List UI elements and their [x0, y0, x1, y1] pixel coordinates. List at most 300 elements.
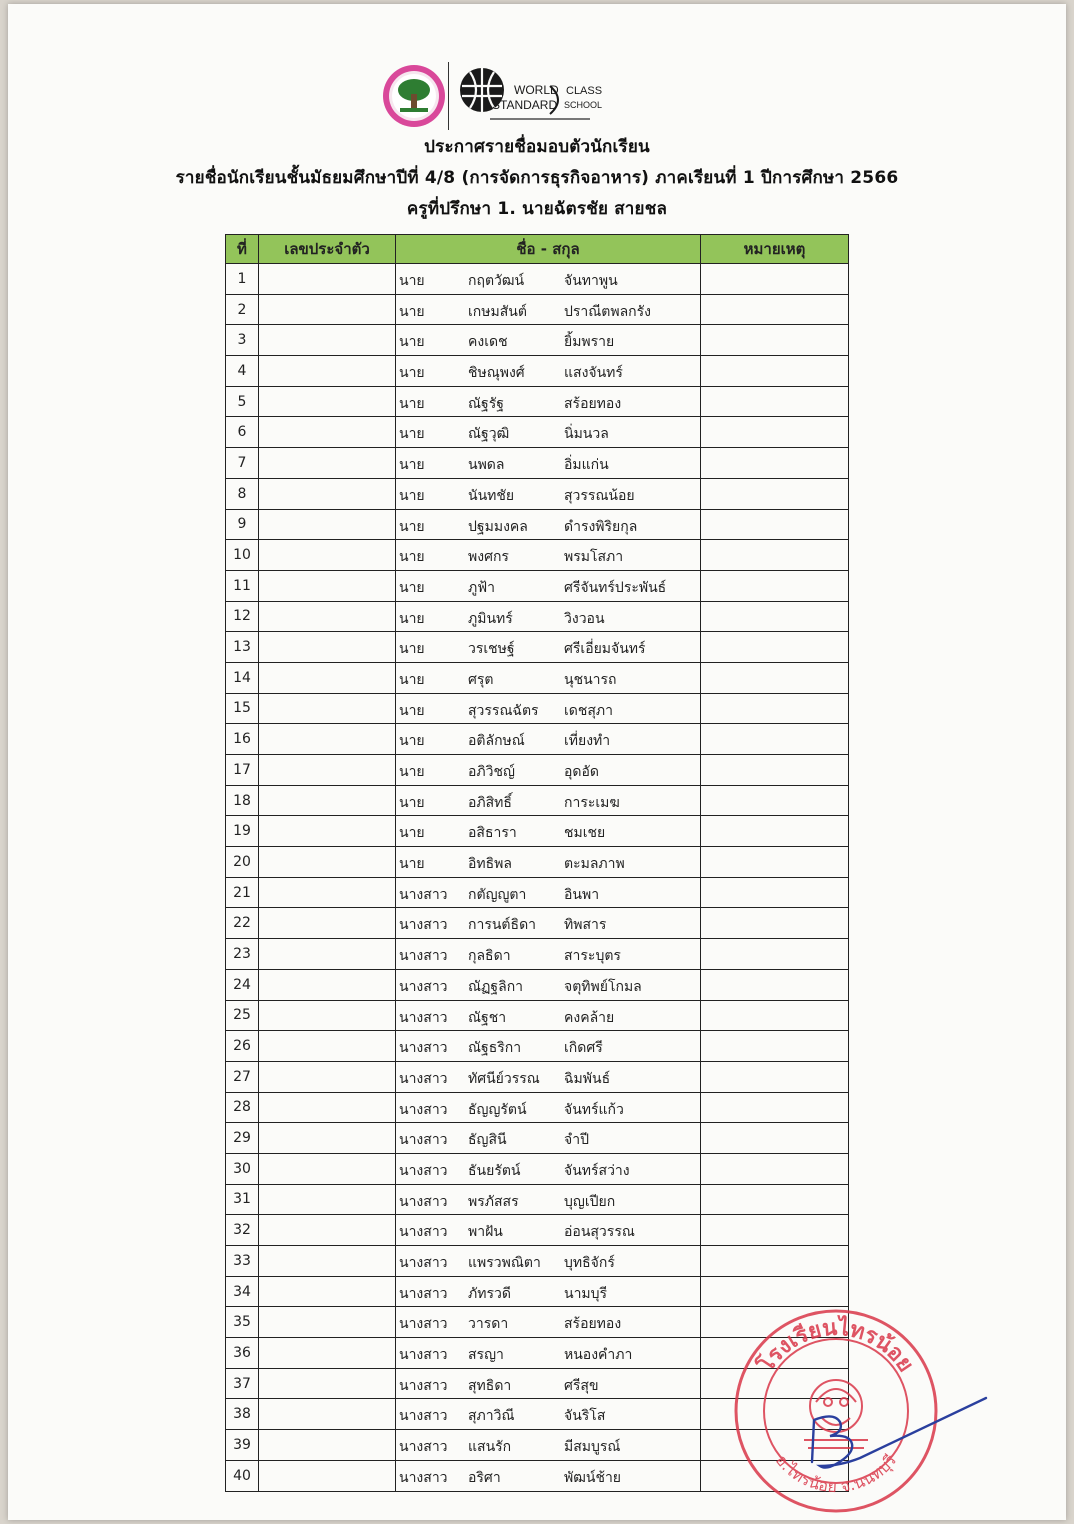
name-title: นาย	[399, 794, 425, 811]
remarks-cell	[701, 509, 849, 540]
row-number: 34	[226, 1276, 259, 1307]
last-name: ปราณีตพลกรัง	[564, 303, 651, 320]
table-row	[226, 755, 849, 786]
name-title: นาย	[399, 334, 425, 351]
first-name: ณัฐชา	[468, 1009, 507, 1026]
row-number: 37	[226, 1368, 259, 1399]
name-title: นาย	[399, 426, 425, 443]
table-row	[226, 847, 849, 878]
last-name: จันริโส	[564, 1408, 606, 1425]
table-row	[226, 816, 849, 847]
last-name: ยิ้มพราย	[564, 334, 615, 351]
row-number: 21	[226, 877, 259, 908]
row-number: 19	[226, 816, 259, 847]
remarks-cell	[701, 1092, 849, 1123]
student-id-cell	[259, 939, 396, 970]
student-id-cell	[259, 1061, 396, 1092]
first-name: เกษมสันต์	[468, 303, 527, 320]
table-row	[226, 1061, 849, 1092]
name-title: นาย	[399, 610, 425, 627]
row-number: 15	[226, 693, 259, 724]
table-row	[226, 540, 849, 571]
full-name-cell	[396, 448, 701, 479]
first-name: ชิษณุพงศ์	[468, 365, 525, 382]
row-number: 12	[226, 601, 259, 632]
table-row	[226, 1246, 849, 1277]
table-row	[226, 1092, 849, 1123]
full-name-cell	[396, 1368, 701, 1399]
student-id-cell	[259, 1307, 396, 1338]
full-name-cell	[396, 1460, 701, 1491]
student-id-cell	[259, 509, 396, 540]
student-id-cell	[259, 662, 396, 693]
row-number: 14	[226, 662, 259, 693]
remarks-cell	[701, 662, 849, 693]
full-name-cell	[396, 1092, 701, 1123]
table-row	[226, 356, 849, 387]
student-id-cell	[259, 877, 396, 908]
row-number: 4	[226, 356, 259, 387]
student-id-cell	[259, 1153, 396, 1184]
first-name: คงเดช	[468, 334, 508, 351]
name-title: นางสาว	[399, 1101, 448, 1118]
row-number: 36	[226, 1338, 259, 1369]
remarks-cell	[701, 540, 849, 571]
full-name-cell	[396, 1184, 701, 1215]
table-row	[226, 1123, 849, 1154]
announcement-title: ประกาศรายชื่อมอบตัวนักเรียน	[424, 137, 650, 157]
student-id-cell	[259, 755, 396, 786]
last-name: แสงจันทร์	[564, 365, 623, 382]
remarks-cell	[701, 877, 849, 908]
table-row	[226, 724, 849, 755]
full-name-cell	[396, 1061, 701, 1092]
row-number: 39	[226, 1430, 259, 1461]
table-row	[226, 325, 849, 356]
student-id-cell	[259, 448, 396, 479]
row-number: 27	[226, 1061, 259, 1092]
row-number: 3	[226, 325, 259, 356]
remarks-cell	[701, 1246, 849, 1277]
last-name: อุดอัด	[564, 764, 599, 780]
last-name: การะเมฆ	[564, 794, 620, 811]
remarks-cell	[701, 1000, 849, 1031]
name-title: นาย	[399, 487, 425, 504]
remarks-cell	[701, 1276, 849, 1307]
table-row	[226, 264, 849, 295]
student-id-cell	[259, 1123, 396, 1154]
full-name-cell	[396, 294, 701, 325]
first-name: อภิสิทธิ์	[468, 794, 512, 811]
table-row	[226, 478, 849, 509]
full-name-cell	[396, 325, 701, 356]
row-number: 8	[226, 478, 259, 509]
student-id-cell	[259, 294, 396, 325]
full-name-cell	[396, 847, 701, 878]
remarks-cell	[701, 1184, 849, 1215]
name-title: นาย	[399, 518, 425, 535]
last-name: ศรีจันทร์ประพันธ์	[564, 579, 667, 596]
student-id-cell	[259, 1215, 396, 1246]
first-name: สุภาวิณี	[468, 1408, 515, 1425]
row-number: 2	[226, 294, 259, 325]
column-header-full-name: ชื่อ - สกุล	[396, 235, 701, 264]
last-name: ศรีสุข	[564, 1377, 599, 1394]
first-name: อภิวิชญ์	[468, 764, 515, 780]
table-row	[226, 417, 849, 448]
name-title: นาย	[399, 457, 425, 474]
stamp-top-text: โรงเรียนไทรน้อย	[753, 1315, 919, 1377]
remarks-cell	[701, 969, 849, 1000]
first-name: พาฝัน	[468, 1224, 503, 1241]
full-name-cell	[396, 693, 701, 724]
name-title: นาย	[399, 764, 425, 780]
row-number: 6	[226, 417, 259, 448]
row-number: 7	[226, 448, 259, 479]
first-name: ศรุต	[468, 671, 494, 688]
name-title: นาย	[399, 671, 425, 688]
name-title: นางสาว	[399, 978, 448, 995]
remarks-cell	[701, 294, 849, 325]
student-id-cell	[259, 908, 396, 939]
name-title: นางสาว	[399, 1255, 448, 1271]
student-id-cell	[259, 601, 396, 632]
name-title: นาย	[399, 303, 425, 320]
remarks-cell	[701, 570, 849, 601]
name-title: นาย	[399, 825, 425, 842]
remarks-cell	[701, 693, 849, 724]
last-name: บุญเปียก	[564, 1193, 616, 1210]
first-name: อิทธิพล	[468, 856, 512, 873]
remarks-cell	[701, 632, 849, 663]
remarks-cell	[701, 325, 849, 356]
student-id-cell	[259, 969, 396, 1000]
student-id-cell	[259, 1000, 396, 1031]
student-id-cell	[259, 1368, 396, 1399]
column-header-no: ที่	[226, 235, 259, 264]
student-id-cell	[259, 1031, 396, 1062]
full-name-cell	[396, 1000, 701, 1031]
header-logos	[380, 62, 610, 132]
remarks-cell	[701, 1031, 849, 1062]
stamp-bottom-text: อ.ไทรน้อย จ.นนทบุรี	[771, 1450, 901, 1497]
table-row	[226, 939, 849, 970]
remarks-cell	[701, 785, 849, 816]
row-number: 22	[226, 908, 259, 939]
row-number: 40	[226, 1460, 259, 1491]
class-info-line: รายชื่อนักเรียนชั้นมัธยมศึกษาปีที่ 4/8 (การจัดการธุรกิจอาหาร) ภาคเรียนที่ 1 ปีการศึกษา 2566	[175, 168, 899, 188]
remarks-cell	[701, 908, 849, 939]
table-row	[226, 632, 849, 663]
last-name: พัฒน์ช้าย	[564, 1469, 622, 1486]
full-name-cell	[396, 417, 701, 448]
last-name: ทิพสาร	[564, 917, 607, 934]
table-row	[226, 1276, 849, 1307]
row-number: 17	[226, 755, 259, 786]
remarks-cell	[701, 478, 849, 509]
last-name: นามบุรี	[564, 1285, 608, 1302]
full-name-cell	[396, 601, 701, 632]
row-number: 25	[226, 1000, 259, 1031]
full-name-cell	[396, 908, 701, 939]
full-name-cell	[396, 1246, 701, 1277]
student-roster-table	[225, 234, 849, 1492]
student-id-cell	[259, 386, 396, 417]
name-title: นางสาว	[399, 1469, 448, 1486]
remarks-cell	[701, 386, 849, 417]
name-title: นางสาว	[399, 1162, 448, 1179]
student-id-cell	[259, 816, 396, 847]
name-title: นางสาว	[399, 1193, 448, 1210]
student-id-cell	[259, 570, 396, 601]
student-id-cell	[259, 1246, 396, 1277]
table-row	[226, 969, 849, 1000]
remarks-cell	[701, 724, 849, 755]
document-titles	[0, 132, 1074, 225]
table-row	[226, 386, 849, 417]
first-name: กตัญญูตา	[468, 886, 527, 903]
row-number: 13	[226, 632, 259, 663]
name-title: นางสาว	[399, 1009, 448, 1026]
first-name: นันทชัย	[468, 487, 515, 504]
last-name: เดชสุภา	[564, 702, 614, 719]
full-name-cell	[396, 724, 701, 755]
first-name: สุวรรณฉัตร	[468, 702, 539, 719]
table-row	[226, 294, 849, 325]
student-id-cell	[259, 785, 396, 816]
first-name: อติลักษณ์	[468, 733, 525, 750]
last-name: ชมเชย	[564, 825, 606, 842]
first-name: แพรวพณิตา	[468, 1255, 541, 1271]
row-number: 10	[226, 540, 259, 571]
table-row	[226, 908, 849, 939]
student-id-cell	[259, 1092, 396, 1123]
logo-word-standard: STANDARD	[492, 98, 558, 112]
full-name-cell	[396, 1276, 701, 1307]
row-number: 33	[226, 1246, 259, 1277]
last-name: อ่อนสุวรรณ	[564, 1224, 635, 1241]
table-row	[226, 662, 849, 693]
student-id-cell	[259, 264, 396, 295]
full-name-cell	[396, 632, 701, 663]
full-name-cell	[396, 570, 701, 601]
first-name: ธัญสินี	[468, 1132, 507, 1149]
student-id-cell	[259, 1338, 396, 1369]
remarks-cell	[701, 417, 849, 448]
table-row	[226, 1215, 849, 1246]
name-title: นางสาว	[399, 1347, 448, 1364]
remarks-cell	[701, 1123, 849, 1154]
full-name-cell	[396, 1430, 701, 1461]
full-name-cell	[396, 1123, 701, 1154]
first-name: ณัฐรัฐ	[468, 395, 504, 412]
name-title: นางสาว	[399, 1040, 448, 1057]
remarks-cell	[701, 264, 849, 295]
remarks-cell	[701, 816, 849, 847]
name-title: นาย	[399, 641, 425, 658]
full-name-cell	[396, 386, 701, 417]
world-class-standard-logo	[456, 64, 606, 126]
name-title: นาย	[399, 733, 425, 750]
table-row	[226, 693, 849, 724]
row-number: 31	[226, 1184, 259, 1215]
full-name-cell	[396, 1153, 701, 1184]
first-name: ณัฐธริกา	[468, 1040, 522, 1057]
last-name: จันทาพูน	[564, 273, 618, 289]
last-name: สุวรรณน้อย	[564, 487, 635, 504]
table-row	[226, 601, 849, 632]
last-name: สาระบุตร	[564, 948, 621, 965]
column-header-student-id: เลขประจำตัว	[259, 235, 396, 264]
full-name-cell	[396, 509, 701, 540]
student-id-cell	[259, 1184, 396, 1215]
student-id-cell	[259, 847, 396, 878]
table-row	[226, 785, 849, 816]
advisor-line: ครูที่ปรึกษา 1. นายฉัตรชัย สายชล	[406, 199, 668, 219]
remarks-cell	[701, 1153, 849, 1184]
last-name: อิ่มแก่น	[564, 457, 609, 474]
full-name-cell	[396, 1215, 701, 1246]
last-name: สร้อยทอง	[564, 395, 622, 412]
table-row	[226, 1031, 849, 1062]
remarks-cell	[701, 847, 849, 878]
first-name: ทัศนีย์วรรณ	[468, 1070, 540, 1087]
first-name: ณัฏฐลิกา	[468, 978, 524, 995]
full-name-cell	[396, 785, 701, 816]
table-header-row	[226, 235, 849, 264]
logo-word-school: SCHOOL	[564, 100, 603, 110]
row-number: 9	[226, 509, 259, 540]
row-number: 26	[226, 1031, 259, 1062]
name-title: นาย	[399, 273, 425, 289]
full-name-cell	[396, 816, 701, 847]
last-name: นุชนารถ	[564, 671, 617, 688]
name-title: นาย	[399, 395, 425, 412]
name-title: นาย	[399, 856, 425, 873]
last-name: เกิดศรี	[564, 1040, 603, 1057]
row-number: 30	[226, 1153, 259, 1184]
student-id-cell	[259, 1276, 396, 1307]
first-name: ธันยรัตน์	[468, 1162, 521, 1179]
table-row	[226, 509, 849, 540]
full-name-cell	[396, 356, 701, 387]
row-number: 23	[226, 939, 259, 970]
remarks-cell	[701, 939, 849, 970]
row-number: 20	[226, 847, 259, 878]
signature-mark	[790, 1392, 990, 1492]
row-number: 5	[226, 386, 259, 417]
student-id-cell	[259, 540, 396, 571]
full-name-cell	[396, 1338, 701, 1369]
student-id-cell	[259, 1399, 396, 1430]
last-name: ศรีเอี่ยมจันทร์	[564, 641, 646, 658]
name-title: นางสาว	[399, 948, 448, 965]
table-row	[226, 1153, 849, 1184]
first-name: ภัทรวดี	[468, 1285, 511, 1302]
full-name-cell	[396, 877, 701, 908]
row-number: 29	[226, 1123, 259, 1154]
last-name: พรมโสภา	[564, 549, 624, 566]
student-id-cell	[259, 478, 396, 509]
table-row	[226, 448, 849, 479]
first-name: นพดล	[468, 457, 505, 474]
name-title: นาย	[399, 549, 425, 566]
last-name: ตะมลภาพ	[564, 856, 625, 873]
column-header-remarks: หมายเหตุ	[701, 235, 849, 264]
name-title: นางสาว	[399, 1316, 448, 1333]
name-title: นางสาว	[399, 1285, 448, 1302]
last-name: ดำรงพิริยกุล	[564, 518, 638, 535]
name-title: นางสาว	[399, 1439, 448, 1456]
full-name-cell	[396, 1031, 701, 1062]
full-name-cell	[396, 939, 701, 970]
table-row	[226, 1000, 849, 1031]
remarks-cell	[701, 1061, 849, 1092]
first-name: วารดา	[468, 1316, 509, 1333]
last-name: มีสมบูรณ์	[564, 1439, 621, 1456]
logo-divider	[448, 62, 449, 130]
row-number: 38	[226, 1399, 259, 1430]
name-title: นางสาว	[399, 1132, 448, 1149]
row-number: 11	[226, 570, 259, 601]
first-name: ปฐมมงคล	[468, 518, 528, 535]
row-number: 16	[226, 724, 259, 755]
full-name-cell	[396, 662, 701, 693]
first-name: ธัญญรัตน์	[468, 1101, 527, 1118]
first-name: อสิธารา	[468, 825, 517, 842]
last-name: จำปี	[564, 1132, 589, 1149]
last-name: จันทร์แก้ว	[564, 1101, 624, 1118]
student-id-cell	[259, 693, 396, 724]
full-name-cell	[396, 1399, 701, 1430]
name-title: นางสาว	[399, 917, 448, 934]
name-title: นางสาว	[399, 1224, 448, 1241]
first-name: พงศกร	[468, 549, 509, 566]
student-id-cell	[259, 1430, 396, 1461]
student-id-cell	[259, 1460, 396, 1491]
full-name-cell	[396, 540, 701, 571]
school-seal-icon	[382, 64, 446, 128]
row-number: 35	[226, 1307, 259, 1338]
first-name: พรภัสสร	[468, 1193, 519, 1210]
last-name: เที่ยงทำ	[564, 733, 611, 750]
student-id-cell	[259, 724, 396, 755]
remarks-cell	[701, 755, 849, 786]
last-name: จตุทิพย์โกมล	[564, 978, 642, 995]
first-name: การนต์ธิดา	[468, 917, 537, 934]
full-name-cell	[396, 264, 701, 295]
last-name: คงคล้าย	[564, 1009, 615, 1026]
name-title: นาย	[399, 579, 425, 596]
student-id-cell	[259, 356, 396, 387]
name-title: นางสาว	[399, 1377, 448, 1394]
student-id-cell	[259, 325, 396, 356]
last-name: นิ่มนวล	[564, 426, 609, 443]
full-name-cell	[396, 969, 701, 1000]
row-number: 32	[226, 1215, 259, 1246]
full-name-cell	[396, 1307, 701, 1338]
last-name: จันทร์สว่าง	[564, 1162, 630, 1179]
first-name: ณัฐวุฒิ	[468, 426, 510, 443]
last-name: สร้อยทอง	[564, 1316, 622, 1333]
table-row	[226, 1184, 849, 1215]
last-name: บุทธิจักร์	[564, 1255, 615, 1271]
name-title: นางสาว	[399, 1070, 448, 1087]
full-name-cell	[396, 478, 701, 509]
first-name: กฤตวัฒน์	[468, 273, 525, 289]
name-title: นางสาว	[399, 1408, 448, 1425]
remarks-cell	[701, 356, 849, 387]
